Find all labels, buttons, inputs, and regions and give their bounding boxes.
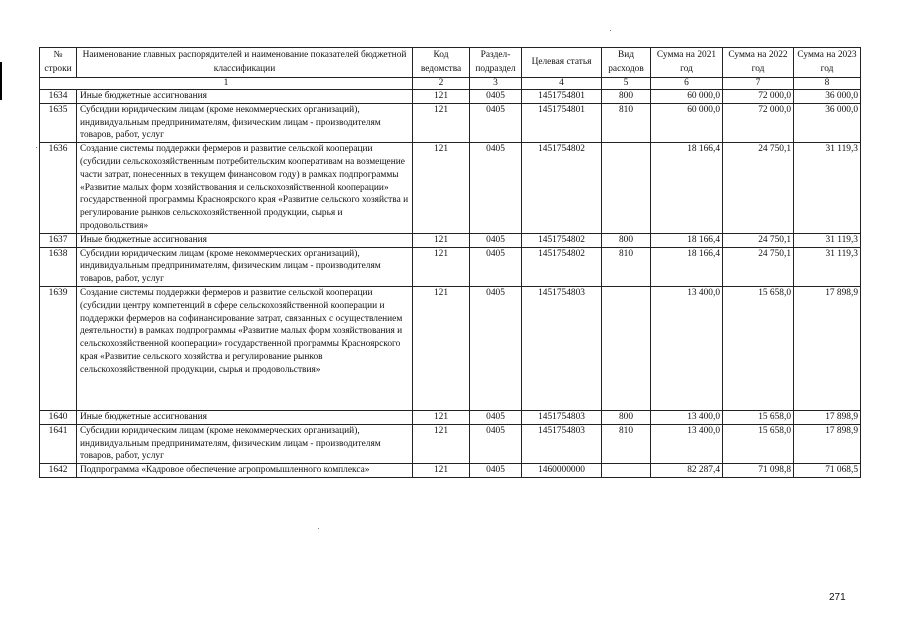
table-row [40,464,861,478]
department-code: 121 [413,233,470,247]
table-row [40,90,861,104]
sum-2023: 36 000,0 [794,90,861,104]
column-number: 1 [40,78,413,90]
row-name: Подпрограмма «Кадровое обеспечение агропромышленного комплекса» [77,464,413,478]
sum-2022: 72 000,0 [723,90,794,104]
target-article: 1451754803 [522,424,602,463]
section-code: 0405 [470,103,522,142]
header-sum-2022: Сумма на 2022 год [723,48,794,78]
row-name: Создание системы поддержки фермеров и развитие сельской кооперации (субсидии сельскохозяйственным потребительским кооперативам на возмещение части затрат, понесенных в текущем финансовом году) в рамках подпрограммы «Развитие малых форм хозяйствования и сельскохозяйственной кооперации» государственной программы Красноярского края «Развитие сельского хозяйства и регулирование рынков сельскохозяйственной продукции, сырья и продовольствия» [77,143,413,234]
sum-2023: 17 898,9 [794,286,861,410]
sum-2022: 72 000,0 [723,103,794,142]
header-target-article: Целевая статья [522,48,602,78]
row-number: 1637 [40,233,77,247]
row-name: Создание системы поддержки фермеров и развитие сельской кооперации (субсидии центру компетенций в сфере сельскохозяйственной кооперации и поддержки фермеров на софинансирование затрат, связанных с осуществлением деятельности) в рамках подпрограммы «Развитие малых форм хозяйствования и сельскохозяйственной кооперации» государственной программы Красноярского края «Развитие сельского хозяйства и регулирование рынков сельскохозяйственной продукции, сырья и продовольствия» [77,286,413,410]
row-number: 1638 [40,247,77,286]
sum-2023: 36 000,0 [794,103,861,142]
target-article: 1451754803 [522,410,602,424]
row-number: 1640 [40,410,77,424]
sum-2021: 18 166,4 [651,143,723,234]
sum-2021: 60 000,0 [651,90,723,104]
row-number: 1636 [40,143,77,234]
header-sum-2023: Сумма на 2023 год [794,48,861,78]
table-row [40,247,861,286]
column-number: 8 [794,78,861,90]
target-article: 1451754802 [522,247,602,286]
header-expense-type: Вид расходов [602,48,651,78]
sum-2023: 71 068,5 [794,464,861,478]
page-number: 271 [829,592,846,603]
expense-type: 800 [602,90,651,104]
table-row [40,410,861,424]
target-article: 1451754801 [522,90,602,104]
row-name: Иные бюджетные ассигнования [77,90,413,104]
column-number: 5 [602,78,651,90]
target-article: 1451754803 [522,286,602,410]
section-code: 0405 [470,286,522,410]
table-header-row [40,48,861,78]
section-code: 0405 [470,143,522,234]
column-number: 4 [522,78,602,90]
department-code: 121 [413,464,470,478]
sum-2021: 18 166,4 [651,233,723,247]
header-section: Раздел-подраздел [470,48,522,78]
sum-2021: 82 287,4 [651,464,723,478]
sum-2023: 31 119,3 [794,247,861,286]
department-code: 121 [413,247,470,286]
sum-2021: 13 400,0 [651,424,723,463]
section-code: 0405 [470,424,522,463]
sum-2023: 31 119,3 [794,143,861,234]
expense-type: 810 [602,103,651,142]
sum-2023: 17 898,9 [794,410,861,424]
expense-type: 800 [602,233,651,247]
department-code: 121 [413,286,470,410]
sum-2023: 17 898,9 [794,424,861,463]
expense-type: 810 [602,424,651,463]
header-department-code: Код ведомства [413,48,470,78]
sum-2022: 24 750,1 [723,143,794,234]
header-sum-2021: Сумма на 2021 год [651,48,723,78]
department-code: 121 [413,103,470,142]
scan-speck [36,147,37,148]
row-name: Субсидии юридическим лицам (кроме некоммерческих организаций), индивидуальным предпринимателям, физическим лицам - производителям товаров, работ, услуг [77,247,413,286]
target-article: 1451754802 [522,233,602,247]
section-code: 0405 [470,90,522,104]
expense-type [602,464,651,478]
header-row-number: № строки [40,48,77,78]
department-code: 121 [413,90,470,104]
row-name: Субсидии юридическим лицам (кроме некоммерческих организаций), индивидуальным предпринимателям, физическим лицам - производителям товаров, работ, услуг [77,103,413,142]
row-number: 1639 [40,286,77,410]
department-code: 121 [413,424,470,463]
target-article: 1451754802 [522,143,602,234]
table-row [40,143,861,234]
sum-2022: 24 750,1 [723,247,794,286]
sum-2021: 13 400,0 [651,286,723,410]
sum-2022: 15 658,0 [723,286,794,410]
row-number: 1641 [40,424,77,463]
binding-margin-mark [0,62,2,100]
sum-2021: 13 400,0 [651,410,723,424]
column-number: 3 [470,78,522,90]
sum-2022: 24 750,1 [723,233,794,247]
sum-2022: 71 098,8 [723,464,794,478]
budget-table [39,47,861,478]
table-row [40,424,861,463]
target-article: 1460000000 [522,464,602,478]
expense-type: 810 [602,247,651,286]
header-name: Наименование главных распорядителей и наименование показателей бюджетной классификации [77,48,413,78]
table-row [40,103,861,142]
section-code: 0405 [470,247,522,286]
row-name: Иные бюджетные ассигнования [77,410,413,424]
section-code: 0405 [470,233,522,247]
expense-type: 800 [602,410,651,424]
sum-2022: 15 658,0 [723,410,794,424]
expense-type [602,143,651,234]
row-number: 1634 [40,90,77,104]
column-number: 6 [651,78,723,90]
target-article: 1451754801 [522,103,602,142]
expense-type [602,286,651,410]
column-number-row [40,78,861,90]
table-row [40,286,861,410]
table-row [40,233,861,247]
column-number: 7 [723,78,794,90]
column-number: 2 [413,78,470,90]
row-name: Субсидии юридическим лицам (кроме некоммерческих организаций), индивидуальным предпринимателям, физическим лицам - производителям товаров, работ, услуг [77,424,413,463]
row-name: Иные бюджетные ассигнования [77,233,413,247]
department-code: 121 [413,143,470,234]
scan-speck [318,528,319,529]
section-code: 0405 [470,464,522,478]
sum-2021: 18 166,4 [651,247,723,286]
row-number: 1635 [40,103,77,142]
sum-2021: 60 000,0 [651,103,723,142]
section-code: 0405 [470,410,522,424]
row-number: 1642 [40,464,77,478]
department-code: 121 [413,410,470,424]
sum-2022: 15 658,0 [723,424,794,463]
sum-2023: 31 119,3 [794,233,861,247]
scan-speck [610,30,611,31]
